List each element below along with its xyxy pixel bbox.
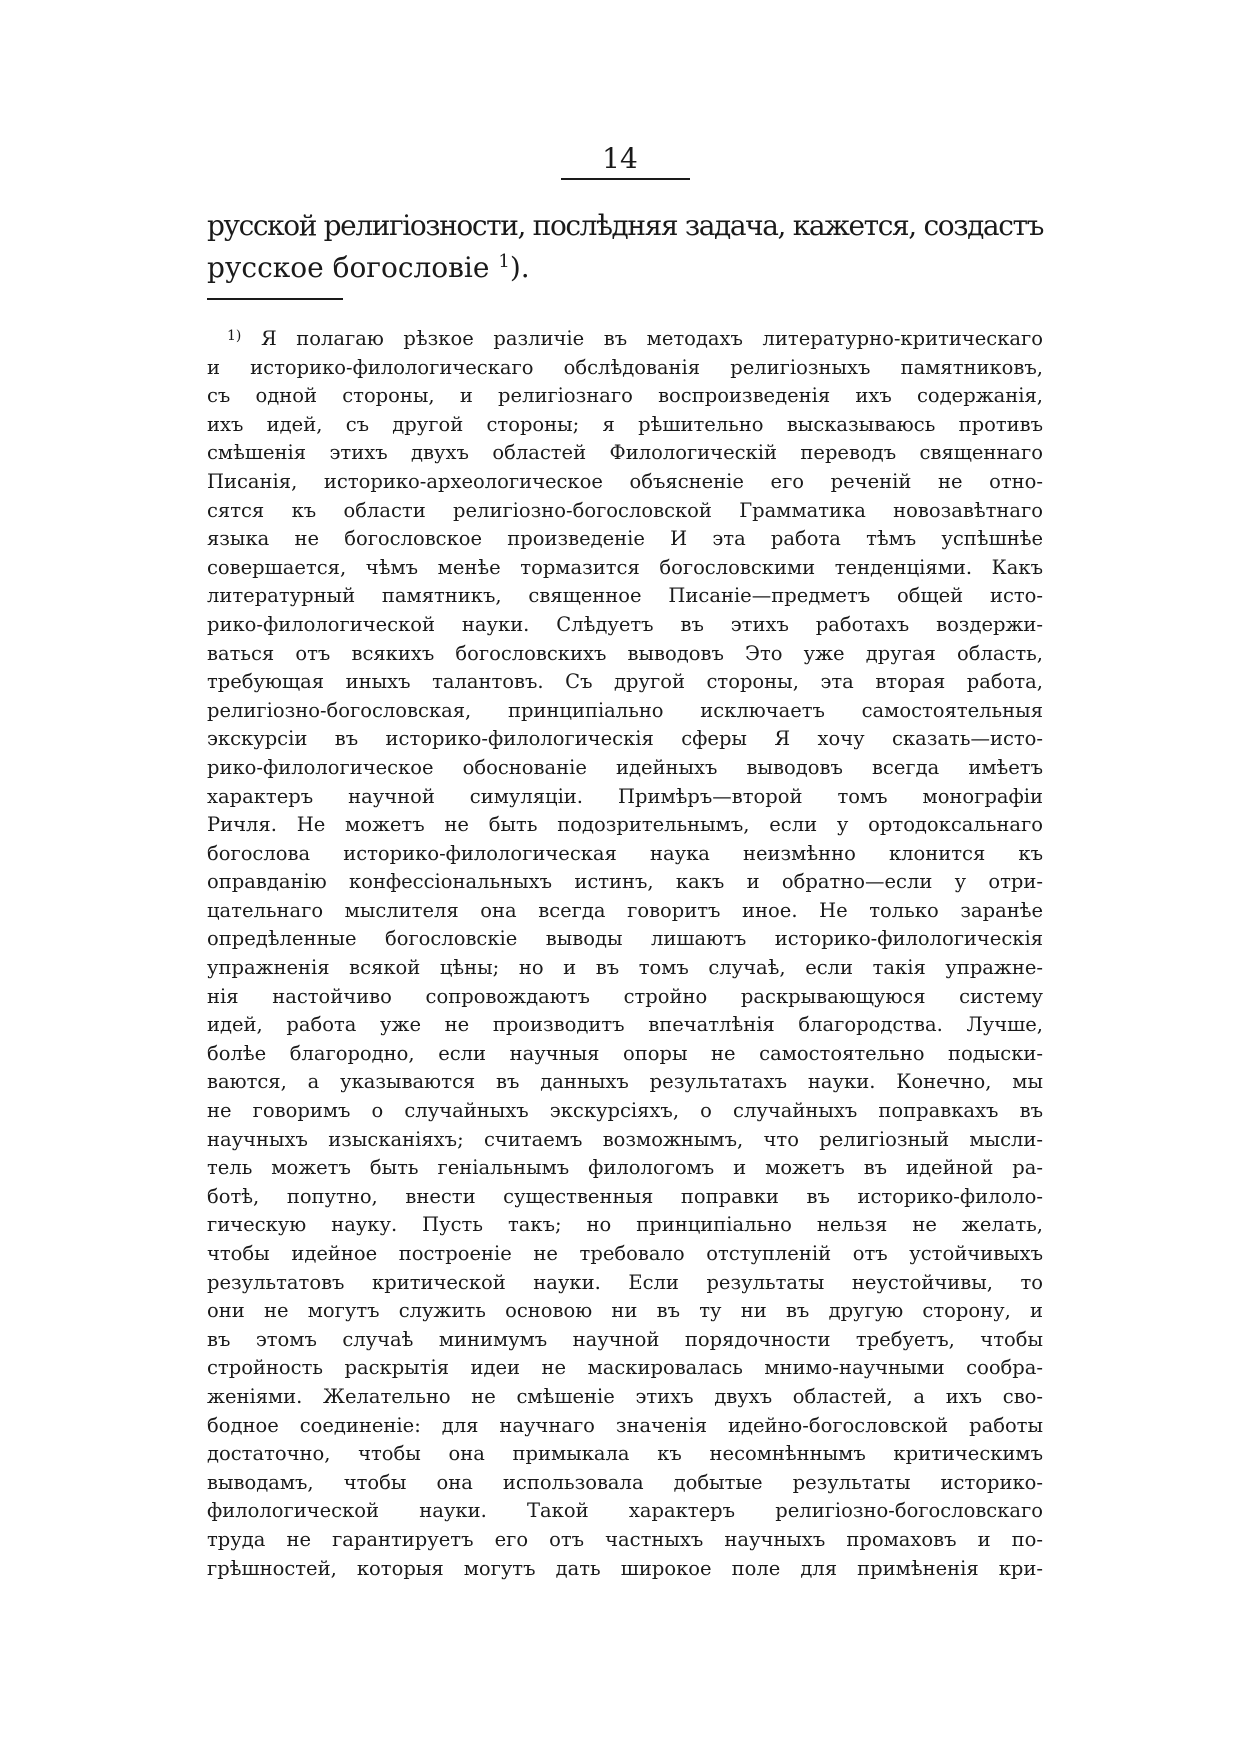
main-text-tail: ).	[509, 251, 530, 284]
footnote-line: результатовъ критической науки. Если результаты неустойчивы, то	[207, 1270, 1043, 1294]
footnote-line: ваться отъ всякихъ богословскихъ выводовъ Это уже другая область,	[207, 641, 1043, 665]
main-text-line	[207, 244, 1043, 286]
footnote-line: Писанія, историко-археологическое объясненіе его реченій не отно-	[207, 469, 1043, 493]
footnote-line: Ричля. Не можетъ не быть подозрительнымъ, если у ортодоксальнаго	[207, 813, 1043, 837]
footnote-line: совершается, чѣмъ менѣе тормазится богословскими тенденціями. Какъ	[207, 555, 1043, 579]
footnote-line: идей, работа уже не производитъ впечатлѣнія благородства. Лучше,	[207, 1013, 1043, 1037]
footnote-line: рико-филологическое обоснованіе идейныхъ выводовъ всегда имѣетъ	[207, 755, 1043, 779]
footnote-line: они не могутъ служить основою ни въ ту ни въ другую сторону, и	[207, 1299, 1043, 1323]
footnote-line: болѣе благородно, если научныя опоры не самостоятельно подыски-	[207, 1041, 1043, 1065]
footnote-line: въ этомъ случаѣ минимумъ научной порядочности требуетъ, чтобы	[207, 1327, 1043, 1351]
footnote-line: труда не гарантируетъ его отъ частныхъ научныхъ промаховъ и по-	[207, 1527, 1043, 1551]
footnote-line: характеръ научной симуляціи. Примѣръ—второй томъ монографіи	[207, 784, 1043, 808]
footnote-line: бодное соединеніе: для научнаго значенія идейно-богословской работы	[207, 1413, 1043, 1437]
footnote-mark: 1	[227, 328, 236, 344]
footnote-line: филологической науки. Такой характеръ религіозно-богословскаго	[207, 1499, 1043, 1523]
footnote-line: не говоримъ о случайныхъ экскурсіяхъ, о случайныхъ поправкахъ въ	[207, 1099, 1043, 1123]
footnote-line: ихъ идей, съ другой стороны; я рѣшительно высказываюсь противъ	[207, 412, 1043, 436]
footnote-line: языка не богословское произведеніе И эта работа тѣмъ успѣшнѣе	[207, 527, 1043, 551]
footnote-line: требующая иныхъ талантовъ. Съ другой стороны, эта вторая работа,	[207, 670, 1043, 694]
footnote-reference-mark: 1	[498, 251, 510, 272]
footnote-line: выводамъ, чтобы она использовала добытые результаты историко-	[207, 1470, 1043, 1494]
footnote-line: чтобы идейное построеніе не требовало отступленій отъ устойчивыхъ	[207, 1242, 1043, 1265]
footnote-line: богослова историко-филологическая наука неизмѣнно клонится къ	[207, 841, 1043, 865]
footnote-line: экскурсіи въ историко-филологическія сферы Я хочу сказать—исто-	[207, 727, 1043, 751]
footnote-line: грѣшностей, которыя могутъ дать широкое поле для примѣненія кри-	[207, 1556, 1043, 1580]
footnote	[207, 322, 1043, 1583]
footnote-line: съ одной стороны, и религіознаго воспроизведенія ихъ содержанія,	[207, 384, 1043, 408]
page-number-rule	[561, 178, 690, 180]
footnote-mark-close: )	[235, 328, 242, 344]
footnote-line: смѣшенія этихъ двухъ областей Филологическій переводъ священнаго	[207, 441, 1043, 465]
footnote-line: стройность раскрытія идеи не маскировалась мнимо-научными сообра-	[207, 1356, 1043, 1380]
footnote-line: сятся къ области религіозно-богословской Грамматика новозавѣтнаго	[207, 498, 1043, 522]
footnote-line: рико-филологической науки. Слѣдуетъ въ этихъ работахъ воздержи-	[207, 612, 1043, 636]
footnote-line: и историко-филологическаго обслѣдованія религіозныхъ памятниковъ,	[207, 355, 1043, 379]
footnote-line: гическую науку. Пусть такъ; но принципіально нельзя не желать,	[207, 1213, 1043, 1237]
footnote-line: религіозно-богословская, принципіально исключаетъ самостоятельныя	[207, 698, 1043, 722]
footnote-line: литературный памятникъ, священное Писаніе—предметъ общей исто-	[207, 584, 1043, 608]
page-number: 14	[602, 142, 638, 175]
footnote-line-text: Я полагаю рѣзкое различіе въ методахъ литературно-критическаго	[260, 327, 1043, 350]
footnote-line: научныхъ изысканіяхъ; считаемъ возможнымъ, что религіозный мысли-	[207, 1127, 1043, 1151]
footnote-line: опредѣленные богословскіе выводы лишаютъ историко-филологическія	[207, 927, 1043, 951]
footnote-line: достаточно, чтобы она примыкала къ несомнѣннымъ критическимъ	[207, 1442, 1043, 1466]
main-text-line: русской религіозности, послѣдняя задача, кажется, создастъ	[207, 209, 1043, 242]
footnote-line: женіями. Желательно не смѣшеніе этихъ двухъ областей, а ихъ сво-	[207, 1384, 1043, 1408]
main-text-fragment: русское богословіе	[207, 251, 490, 284]
main-text	[207, 208, 1043, 286]
footnote-line: ботѣ, попутно, внести существенныя поправки въ историко-филоло-	[207, 1184, 1043, 1208]
footnote-line: цательнаго мыслителя она всегда говоритъ иное. Не только заранѣе	[207, 898, 1043, 922]
footnote-line: упражненія всякой цѣны; но и въ томъ случаѣ, если такія упражне-	[207, 956, 1043, 980]
footnote-line	[207, 322, 1043, 354]
footnote-line: ваются, а указываются въ данныхъ результатахъ науки. Конечно, мы	[207, 1070, 1043, 1094]
footnote-line: нія настойчиво сопровождаютъ стройно раскрывающуюся систему	[207, 984, 1043, 1008]
footnote-line: оправданію конфессіональныхъ истинъ, какъ и обратно—если у отри-	[207, 870, 1043, 894]
footnote-separator	[207, 298, 343, 300]
footnote-line: тель можетъ быть геніальнымъ филологомъ и можетъ въ идейной ра-	[207, 1156, 1043, 1180]
